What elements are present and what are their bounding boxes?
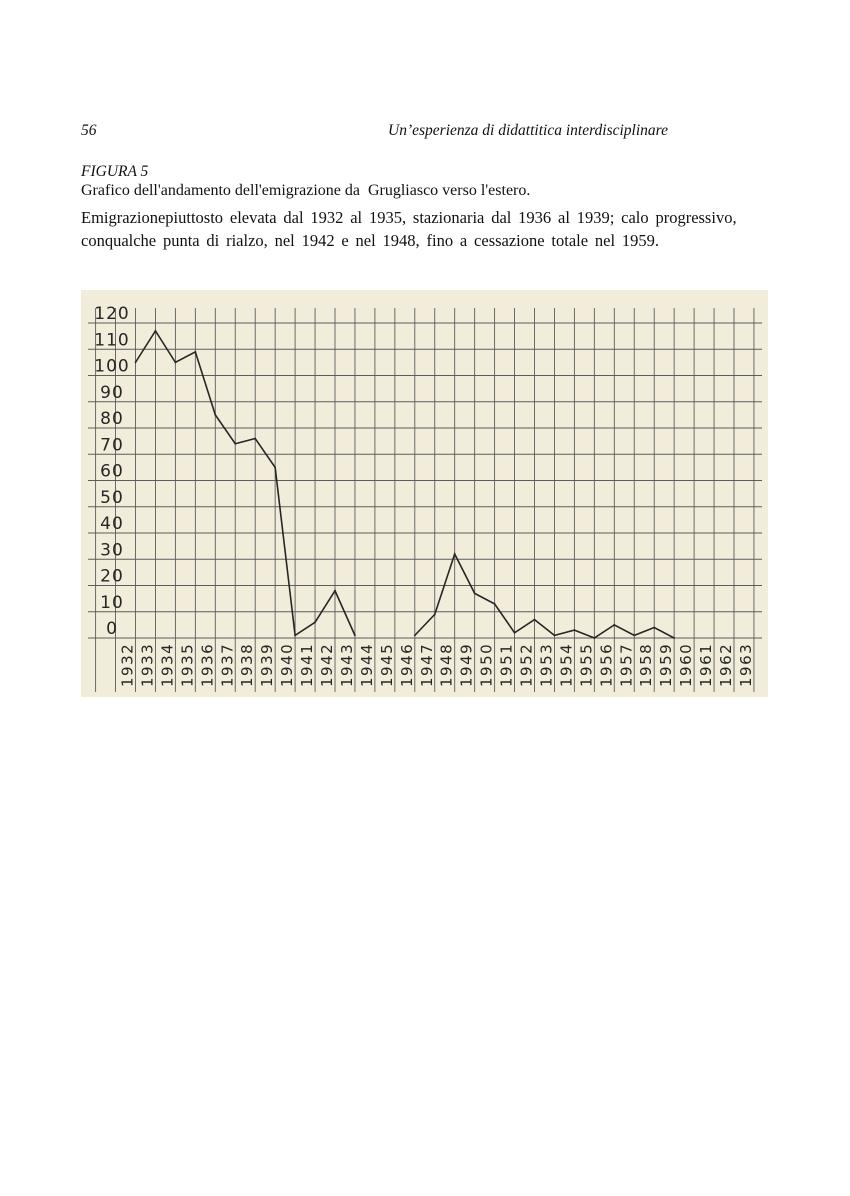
x-tick-label: 1938 [238, 642, 257, 687]
data-point [454, 553, 456, 555]
x-tick-label: 1947 [417, 642, 436, 687]
figure-chart [81, 254, 768, 687]
figure-label: FIGURA 5 [81, 163, 149, 180]
y-tick-label: 110 [94, 330, 130, 351]
y-tick-label: 10 [100, 592, 124, 613]
x-tick-label: 1942 [318, 642, 336, 687]
x-tick-label: 1940 [278, 642, 297, 687]
x-tick-label: 1953 [537, 642, 556, 687]
data-point [274, 466, 276, 468]
data-point [574, 629, 576, 631]
x-tick-label: 1946 [397, 642, 416, 687]
data-point [175, 361, 177, 363]
chart-paper [81, 290, 768, 697]
x-tick-label: 1962 [717, 642, 735, 687]
x-tick-label: 1957 [617, 642, 636, 687]
x-tick-label: 1951 [497, 642, 516, 687]
x-tick-label: 1933 [138, 642, 157, 687]
figure-caption: Grafico dell'andamento dell'emigrazione da Grugliasco verso l'estero. [81, 182, 531, 199]
x-tick-label: 1939 [258, 642, 277, 687]
y-tick-label: 60 [100, 461, 124, 482]
x-tick-label: 1936 [198, 642, 217, 687]
y-tick-label: 20 [100, 566, 124, 587]
emigration-line-chart [81, 290, 768, 697]
data-point [254, 438, 256, 440]
x-axis-tick-labels [119, 643, 755, 687]
x-tick-label: 1941 [298, 642, 317, 687]
x-tick-label: 1950 [477, 642, 496, 687]
figure-description-line: Emigrazionepiuttosto elevata dal 1932 al 1935, stazionaria dal 1936 al 1939; calo progressivo, [81, 208, 737, 227]
data-point [434, 613, 436, 615]
x-tick-label: 1932 [118, 642, 137, 687]
data-point [334, 590, 336, 592]
y-tick-label: 40 [100, 514, 124, 534]
data-point [234, 443, 236, 445]
y-tick-label: 30 [100, 540, 124, 561]
page-number: 56 [81, 122, 97, 139]
y-tick-label: 0 [106, 619, 118, 639]
x-tick-label: 1963 [736, 642, 755, 687]
x-tick-label: 1935 [178, 642, 197, 687]
x-tick-label: 1937 [218, 642, 237, 687]
data-point [494, 603, 496, 605]
data-point [194, 351, 196, 353]
data-point [294, 634, 296, 636]
figure-description-line: conqualche punta di rialzo, nel 1942 e nel 1948, fino a cessazione totale nel 1959. [81, 231, 659, 250]
data-point [354, 634, 356, 636]
x-tick-label: 1949 [457, 642, 476, 687]
data-point [593, 637, 595, 639]
data-point [474, 592, 476, 594]
data-point [534, 619, 536, 621]
x-tick-label: 1943 [337, 642, 356, 687]
x-tick-label: 1961 [697, 642, 716, 687]
running-title: Un’esperienza di didattitica interdisciplinare [388, 122, 668, 139]
data-point [314, 621, 316, 623]
x-tick-label: 1958 [637, 642, 656, 687]
data-point [414, 634, 416, 636]
x-tick-label: 1956 [597, 642, 616, 687]
y-tick-label: 70 [100, 435, 124, 456]
y-tick-label: 50 [100, 487, 124, 508]
data-point [633, 634, 635, 636]
x-tick-label: 1944 [357, 642, 376, 687]
y-tick-label: 100 [94, 356, 130, 377]
data-point [155, 330, 157, 332]
x-tick-label: 1952 [517, 642, 536, 687]
x-tick-label: 1954 [557, 642, 576, 687]
x-tick-label: 1934 [158, 642, 177, 687]
data-point [673, 637, 675, 639]
x-tick-label: 1959 [657, 642, 676, 687]
data-point [554, 634, 556, 636]
data-point [653, 627, 655, 629]
data-point [135, 361, 137, 363]
y-tick-label: 120 [94, 304, 130, 324]
y-tick-label: 80 [100, 409, 124, 429]
running-header [81, 121, 668, 141]
data-point [613, 624, 615, 626]
x-tick-label: 1948 [437, 642, 456, 687]
x-tick-label: 1960 [677, 642, 696, 687]
data-point [214, 414, 216, 416]
data-point [514, 632, 516, 634]
y-tick-label: 90 [100, 382, 124, 403]
x-tick-label: 1955 [577, 642, 596, 687]
x-tick-label: 1945 [377, 642, 396, 687]
